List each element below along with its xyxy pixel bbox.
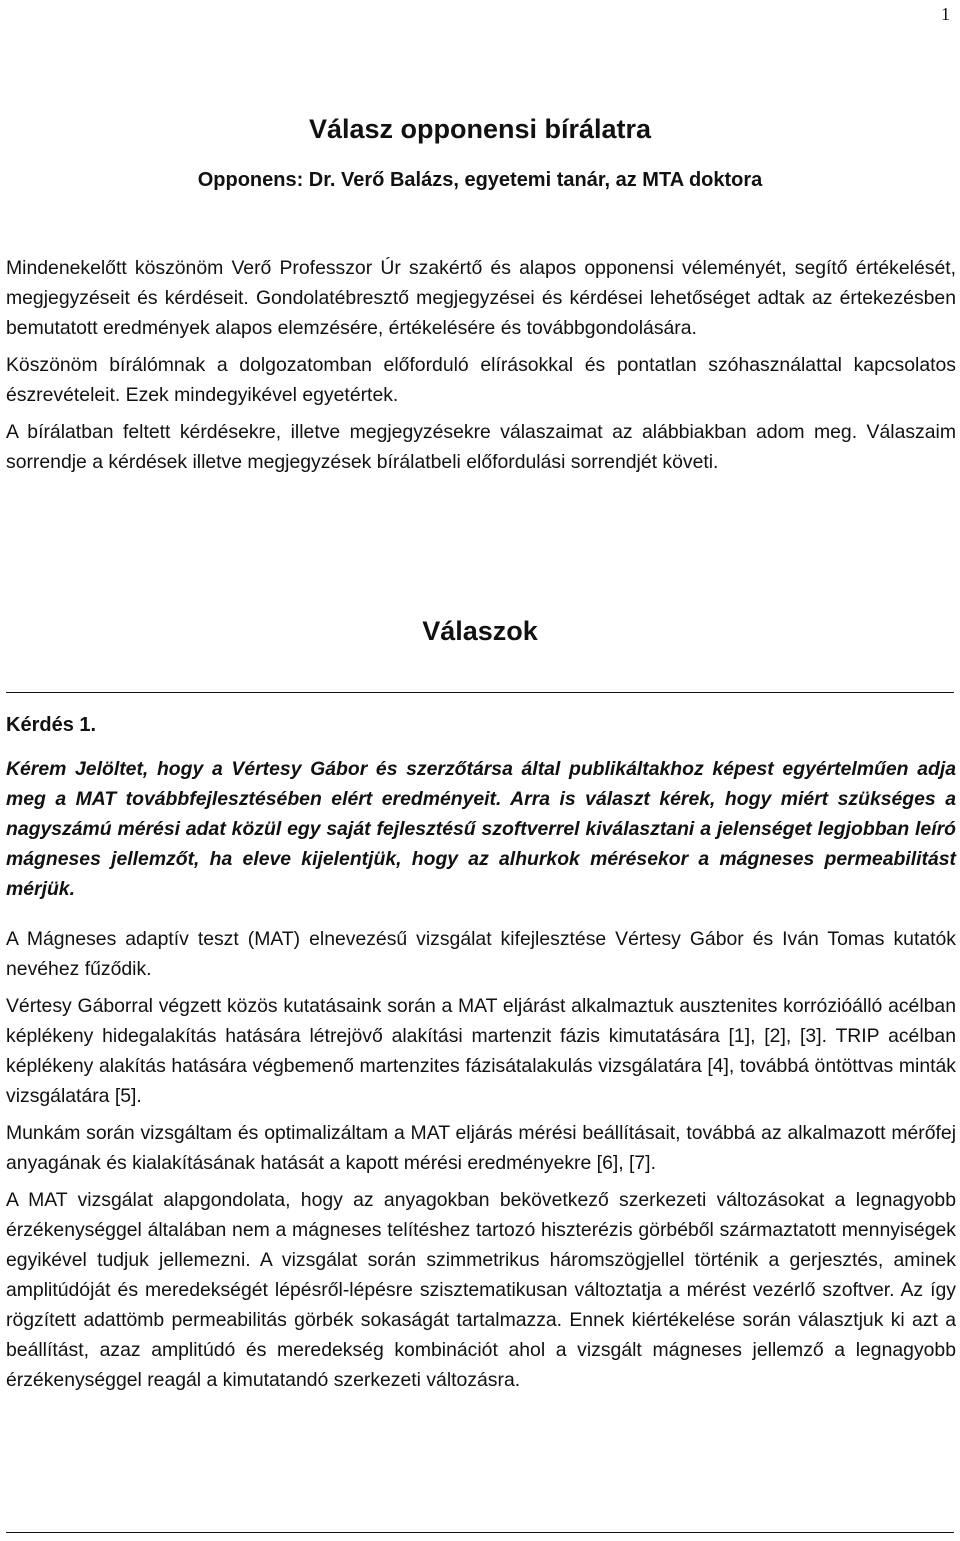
intro-section: [6, 253, 956, 477]
horizontal-rule: [6, 692, 954, 693]
question-label: Kérdés 1.: [6, 714, 97, 736]
opponent-line: Opponens: Dr. Verő Balázs, egyetemi tanár, az MTA doktora: [197, 169, 763, 191]
intro-paragraph: A bírálatban feltett kérdésekre, illetve megjegyzésekre válaszaimat az alábbiakban adom meg. Válaszaim sorrendje a kérdések illetve megjegyzések bírálatbeli előfordulási sorrendjét követi.: [6, 421, 956, 473]
answer-paragraph: A MAT vizsgálat alapgondolata, hogy az anyagokban bekövetkező szerkezeti változásokat a legnagyobb érzékenységgel általában nem a mágneses telítéshez tartozó hiszterézis görbéből származtatott mennyiségek egyikével tudjuk jellemezni. A vizsgálat során szimmetrikus háromszögjellel történik a gerjesztés, aminek amplitúdóját és meredekségét lépésről-lépésre szisztematikusan változtatja a mérést vezérlő szoftver. Az így rögzített adattömb permeabilitás görbék sokaságát tartalmazza. Ennek kiértékelése során választjuk ki azt a beállítást, azaz amplitúdó és meredekség kombinációt ahol a vizsgált mágneses jellemző a legnagyobb érzékenységgel reagál a kimutatandó szerkezeti változásra.: [6, 1189, 956, 1391]
question-text: Kérem Jelöltet, hogy a Vértesy Gábor és szerzőtársa által publikáltakhoz képest egyértelműen adja meg a MAT továbbfejlesztésében elért eredményeit. Arra is választ kérek, hogy miért szükséges a nagyszámú mérési adat közül egy saját fejlesztésű szoftverrel kiválasztani a jelenséget legjobban leíró mágneses jellemzőt, ha eleve kijelentjük, hogy az alhurkok mérésekor a mágneses permeabilitást mérjük.: [6, 758, 956, 900]
answer-paragraph: Vértesy Gáborral végzett közös kutatásaink során a MAT eljárást alkalmaztuk ausztenites korrózióálló acélban képlékeny hidegalakítás hatására létrejövő alakítási martenzit fázis kimutatására [1], [2], [3]. TRIP acélban képlékeny alakítás hatására végbemenő martenzites fázisátalakulás vizsgálatára [4], továbbá öntöttvas minták vizsgálatára [5].: [6, 995, 956, 1107]
intro-paragraph: Mindenekelőtt köszönöm Verő Professzor Úr szakértő és alapos opponensi véleményét, segítő értékelését, megjegyzéseit és kérdéseit. Gondolatébresztő megjegyzései és kérdései lehetőséget adtak az értekezésben bemutatott eredmények alapos elemzésére, értékelésére és továbbgondolására.: [6, 257, 956, 339]
answers-heading: Válaszok: [422, 616, 538, 646]
document-title: Válasz opponensi bírálatra: [308, 114, 652, 144]
footnote-rule: [6, 1532, 954, 1533]
page-number: 1: [941, 4, 950, 24]
answer-paragraph: Munkám során vizsgáltam és optimalizáltam a MAT eljárás mérési beállításait, továbbá az alkalmazott mérőfej anyagának és kialakításának hatását a kapott mérési eredményekre [6], [7].: [6, 1122, 956, 1174]
intro-paragraph: Köszönöm bírálómnak a dolgozatomban előforduló elírásokkal és pontatlan szóhasználattal kapcsolatos észrevételeit. Ezek mindegyikével egyetértek.: [6, 354, 956, 406]
answer-section: [6, 924, 956, 1395]
answer-paragraph: A Mágneses adaptív teszt (MAT) elnevezésű vizsgálat kifejlesztése Vértesy Gábor és Iván Tomas kutatók nevéhez fűződik.: [6, 928, 956, 980]
question-section: [6, 754, 956, 904]
